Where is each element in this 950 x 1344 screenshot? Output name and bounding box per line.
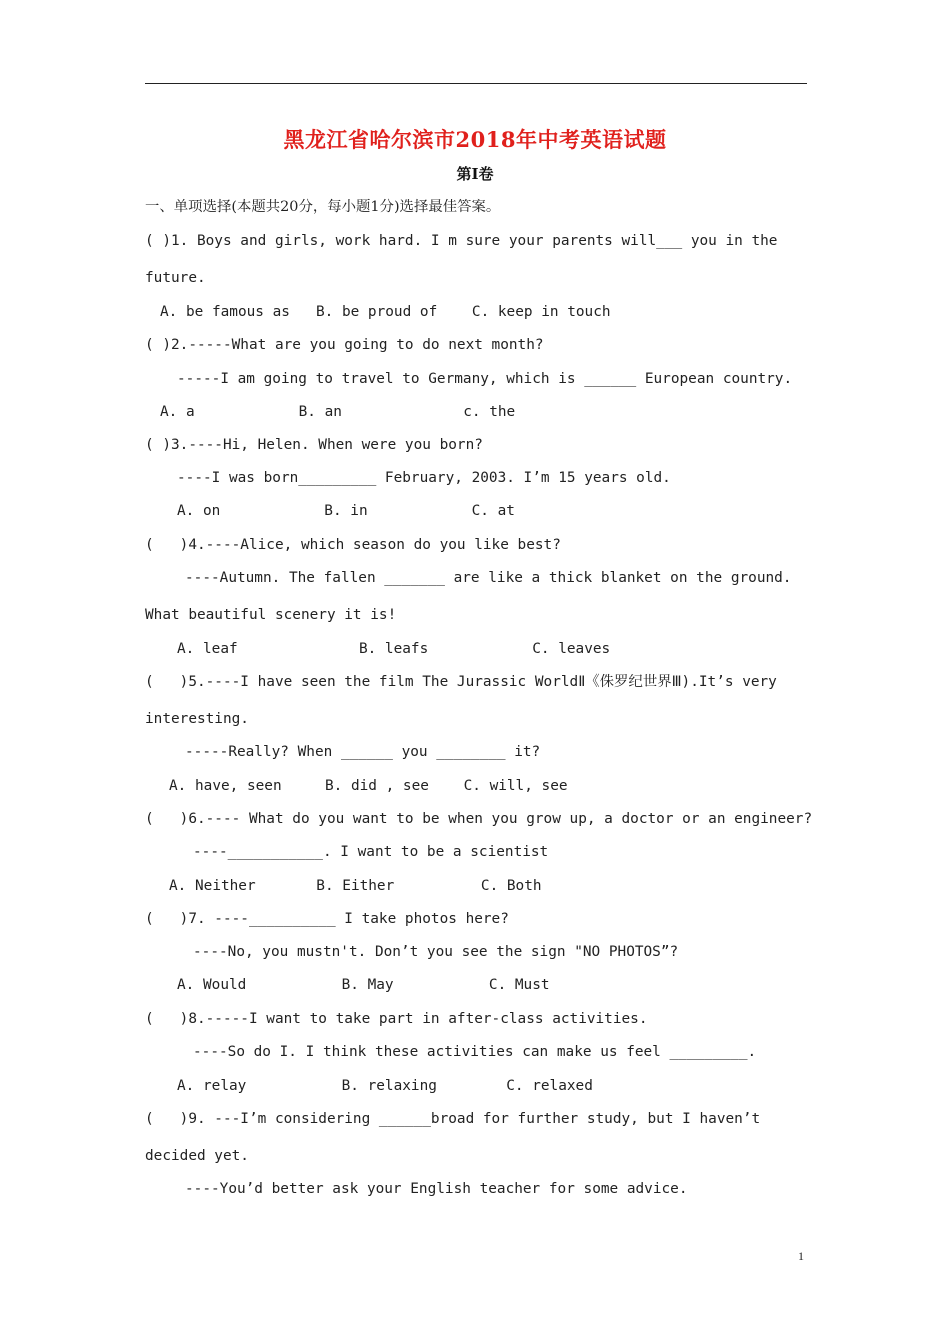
- question-9-stem: ( )9. ---I’m considering ______broad for further study, but I haven’t: [145, 1111, 761, 1127]
- question-2-stem: ( )2.-----What are you going to do next month?: [145, 337, 544, 353]
- question-6-response: ----___________. I want to be a scientist: [193, 844, 549, 860]
- question-7-stem: ( )7. ----__________ I take photos here?: [145, 911, 509, 927]
- question-4-response-cont: What beautiful scenery it is!: [145, 607, 397, 623]
- question-3-response: ----I was born_________ February, 2003. I’m 15 years old.: [177, 470, 671, 486]
- question-8-options: A. relay B. relaxing C. relaxed: [177, 1078, 593, 1094]
- page-number: 1: [798, 1249, 804, 1263]
- question-5-options: A. have, seen B. did , see C. will, see: [169, 778, 568, 794]
- question-6-options: A. Neither B. Either C. Both: [169, 878, 542, 894]
- question-8-response: ----So do I. I think these activities can make us feel _________.: [193, 1044, 757, 1060]
- question-5-stem-cont: interesting.: [145, 711, 249, 727]
- question-7-options: A. Would B. May C. Must: [177, 977, 550, 993]
- section-heading: 一、单项选择(本题共20分，每小题1分)选择最佳答案。: [145, 199, 501, 215]
- question-1-stem-cont: future.: [145, 270, 206, 286]
- question-3-stem: ( )3.----Hi, Helen. When were you born?: [145, 437, 483, 453]
- question-2-options: A. a B. an c. the: [160, 404, 516, 420]
- question-3-options: A. on B. in C. at: [177, 503, 515, 519]
- question-9-stem-cont: decided yet.: [145, 1148, 249, 1164]
- question-2-response: -----I am going to travel to Germany, which is ______ European country.: [177, 371, 793, 387]
- question-4-stem: ( )4.----Alice, which season do you like best?: [145, 537, 561, 553]
- question-5-stem: ( )5.----I have seen the film The Jurassic WorldⅡ《侏罗纪世界Ⅲ).It’s very: [145, 674, 777, 690]
- question-5-response: -----Really? When ______ you ________ it?: [185, 744, 541, 760]
- section-subtitle: 第Ⅰ卷: [456, 165, 494, 183]
- question-8-stem: ( )8.-----I want to take part in after-class activities.: [145, 1011, 648, 1027]
- question-1-stem: ( )1. Boys and girls, work hard. I m sure your parents will___ you in the: [145, 233, 778, 249]
- question-1-options: A. be famous as B. be proud of C. keep in touch: [160, 304, 611, 320]
- question-4-options: A. leaf B. leafs C. leaves: [177, 641, 611, 657]
- question-6-stem: ( )6.---- What do you want to be when you grow up, a doctor or an engineer?: [145, 811, 813, 827]
- document-title: 黑龙江省哈尔滨市2018年中考英语试题: [283, 127, 667, 152]
- question-9-response: ----You’d better ask your English teacher for some advice.: [185, 1181, 688, 1197]
- question-4-response: ----Autumn. The fallen _______ are like a thick blanket on the ground.: [185, 570, 792, 586]
- question-7-response: ----No, you mustn't. Don’t you see the sign "NO PHOTOS”?: [193, 944, 679, 960]
- header-rule: [145, 83, 807, 84]
